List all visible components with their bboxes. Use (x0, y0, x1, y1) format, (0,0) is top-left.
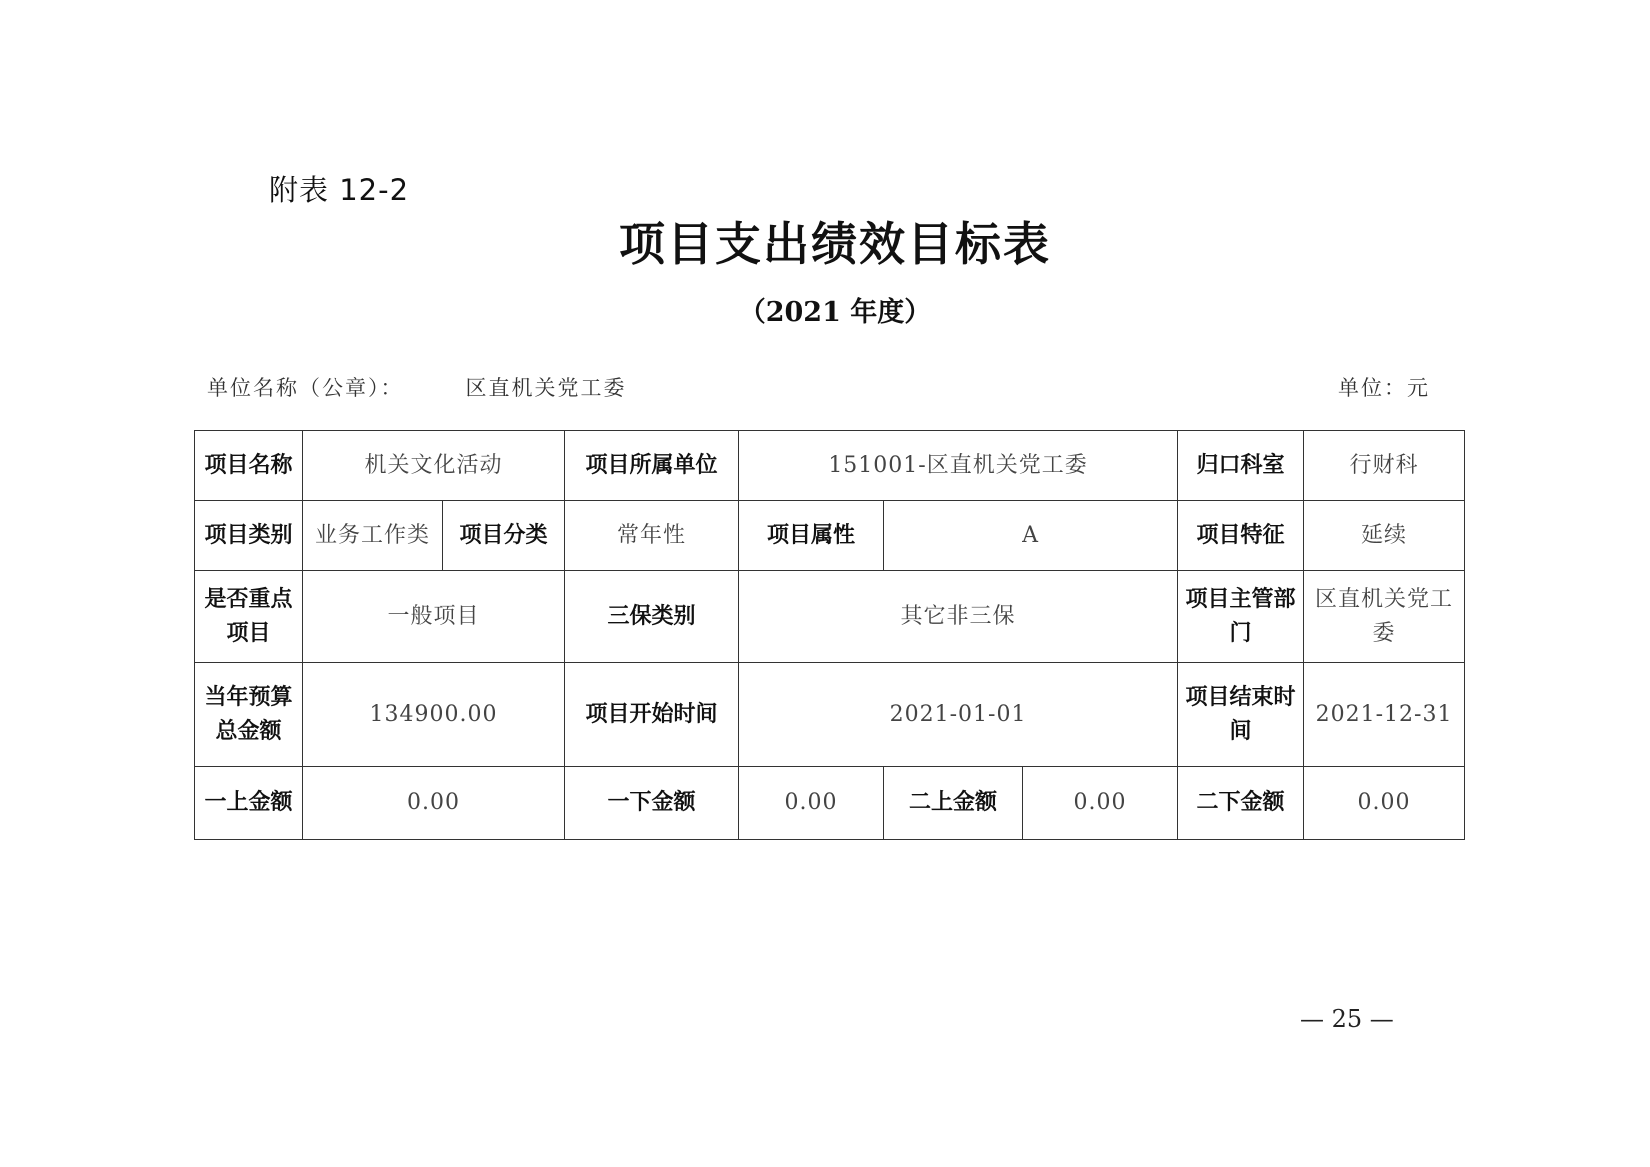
end-date-value: 2021-12-31 (1304, 663, 1465, 767)
table-row (195, 501, 1465, 571)
fiscal-year: （2021 年度） (738, 297, 932, 328)
project-feature-label: 项目特征 (1178, 501, 1304, 571)
responsible-dept-value: 行财科 (1304, 431, 1465, 501)
end-date-label: 项目结束时间 (1178, 663, 1304, 767)
table-row (195, 767, 1465, 840)
table-row (195, 431, 1465, 501)
start-date-value: 2021-01-01 (739, 663, 1178, 767)
table-row (195, 663, 1465, 767)
annual-budget-label: 当年预算总金额 (195, 663, 303, 767)
first-down-amount-label: 一下金额 (565, 767, 739, 840)
second-up-amount-value: 0.00 (1023, 767, 1178, 840)
project-feature-value: 延续 (1304, 501, 1465, 571)
project-type-label: 项目类别 (195, 501, 303, 571)
page-title: 项目支出绩效目标表 (619, 217, 1051, 271)
table-row (195, 571, 1465, 663)
project-name-value: 机关文化活动 (303, 431, 565, 501)
unit-name-line (207, 372, 627, 402)
start-date-label: 项目开始时间 (565, 663, 739, 767)
unit-name-label: 单位名称（公章）： (207, 376, 404, 400)
first-up-amount-label: 一上金额 (195, 767, 303, 840)
supervising-dept-label: 项目主管部门 (1178, 571, 1304, 663)
unit-name-value: 区直机关党工委 (465, 376, 627, 400)
second-down-amount-label: 二下金额 (1178, 767, 1304, 840)
performance-target-table (194, 430, 1465, 840)
project-attribute-label: 项目属性 (739, 501, 884, 571)
guarantee-category-label: 三保类别 (565, 571, 739, 663)
project-type-value: 业务工作类 (303, 501, 443, 571)
project-attribute-value: A (884, 501, 1178, 571)
currency-unit: 单位：元 (1338, 376, 1430, 400)
guarantee-category-value: 其它非三保 (739, 571, 1178, 663)
second-down-amount-value: 0.00 (1304, 767, 1465, 840)
project-category-label: 项目分类 (443, 501, 565, 571)
supervising-dept-value: 区直机关党工委 (1304, 571, 1465, 663)
key-project-label: 是否重点项目 (195, 571, 303, 663)
second-up-amount-label: 二上金额 (884, 767, 1023, 840)
project-name-label: 项目名称 (195, 431, 303, 501)
key-project-value: 一般项目 (303, 571, 565, 663)
first-up-amount-value: 0.00 (303, 767, 565, 840)
project-category-value: 常年性 (565, 501, 739, 571)
page-number: — 25 — (1300, 1005, 1394, 1033)
appendix-label: 附表 12-2 (269, 173, 410, 207)
annual-budget-value: 134900.00 (303, 663, 565, 767)
responsible-dept-label: 归口科室 (1178, 431, 1304, 501)
owner-unit-label: 项目所属单位 (565, 431, 739, 501)
owner-unit-value: 151001-区直机关党工委 (739, 431, 1178, 501)
first-down-amount-value: 0.00 (739, 767, 884, 840)
